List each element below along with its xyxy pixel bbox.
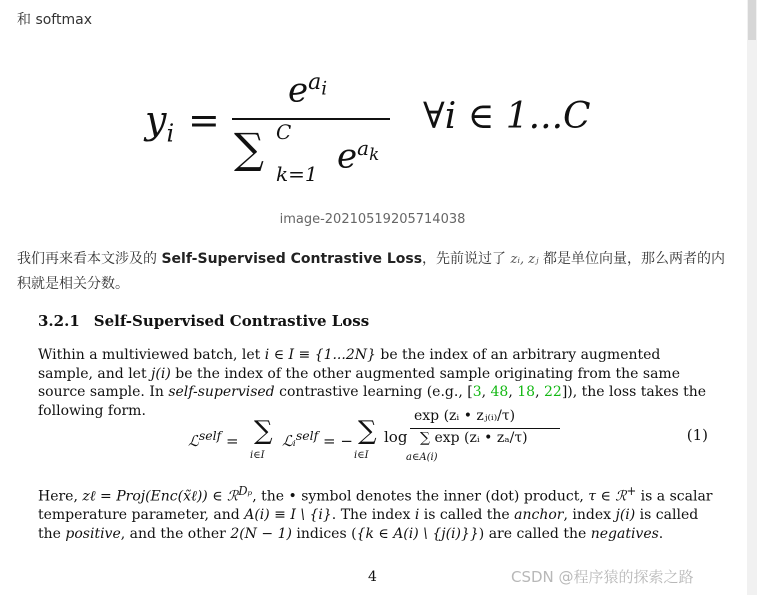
page-number: 4 — [368, 569, 377, 585]
formula-denominator: ∑ C k=1 $e^{a_k}$ — [234, 120, 380, 186]
loss-equation: ℒ$^{self}$ = ∑ i∈I ℒᵢ$^{self}$ = − ∑ i∈I log exp (zᵢ • zⱼ₍ᵢ₎/τ) ∑ exp (zᵢ • zₐ/τ) a∈A(i) (1) — [188, 408, 708, 463]
image-caption: image-20210519205714038 — [279, 212, 466, 227]
formula-forall: ∀i ∈ 1...C — [423, 96, 591, 137]
scrollbar-thumb[interactable] — [748, 0, 756, 40]
formula-numerator: $e^{a_i}$ — [288, 70, 328, 111]
softmax-formula-image — [140, 70, 600, 190]
citation-link[interactable]: 3 — [472, 384, 482, 400]
section-heading: 3.2.1 Self-Supervised Contrastive Loss — [38, 312, 370, 330]
citation-link[interactable]: 22 — [543, 384, 562, 400]
explanation-paragraph: 我们再来看本文涉及的 Self-Supervised Contrastive Loss，先前说过了 zᵢ, zⱼ 都是单位向量，那么两者的内积就是相关分数。 — [17, 251, 725, 292]
fraction-bar — [232, 118, 390, 120]
formula-equals: = — [188, 98, 220, 142]
inline-math: zᵢ, zⱼ — [510, 252, 539, 267]
paper-body-2: Here, zℓ = Proj(Enc(x̃ℓ)) ∈ ℛ$^{D_p}$, the • symbol denotes the inner (dot) product, τ ∈ ℛ+ is a scalar temperature parameter, and A(i) ≡ I \ {i}. The index i is called the anchor, index j(i) is called the positive, and the other 2(N − 1) indices ({k ∈ A(i) \ {j(i)}}) are called the negatives. — [38, 484, 713, 542]
equation-number: (1) — [686, 426, 708, 444]
paper-body-1: Within a multiviewed batch, let i ∈ I ≡ {1...2N} be the index of an arbitrary augmented sample, and let j(i) be the index of the other augmented sample originating from the same source sample. In self-supervised contrastive learning (e.g., [3, 48, 18, 22]), the loss takes the following form. — [38, 347, 707, 419]
vertical-scrollbar[interactable] — [747, 0, 757, 595]
intro-text: 和 softmax — [17, 12, 92, 28]
citation-link[interactable]: 18 — [517, 384, 536, 400]
formula-lhs: $y_i$ — [145, 98, 175, 148]
bold-term: Self-Supervised Contrastive Loss — [161, 251, 423, 267]
citation-link[interactable]: 48 — [490, 384, 509, 400]
watermark: CSDN @程序猿的探索之路 — [511, 568, 694, 586]
